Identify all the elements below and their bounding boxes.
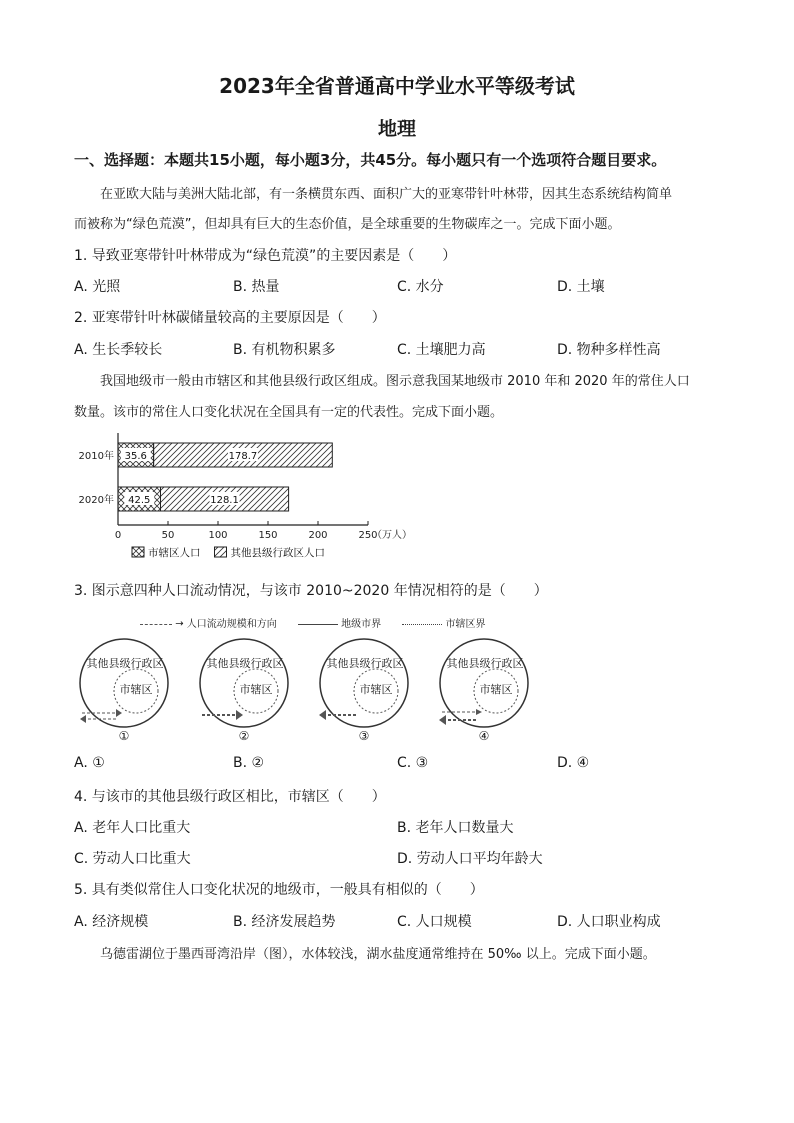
q5-option-c[interactable]: C. 人口规模 (397, 914, 472, 930)
q4-option-d[interactable]: D. 劳动人口平均年龄大 (397, 851, 543, 867)
question-2-stem: 2. 亚寒带针叶林碳储量较高的主要原因是（ ） (74, 310, 386, 326)
x-tick-label-1: 50 (161, 530, 175, 541)
q1-option-a[interactable]: A. 光照 (74, 279, 121, 295)
q5-option-a[interactable]: A. 经济规模 (74, 914, 149, 930)
population-bar-chart (70, 425, 412, 565)
q1-option-b[interactable]: B. 热量 (233, 279, 280, 295)
legend-city-border-label: 地级市界 (341, 619, 382, 630)
x-unit-label: （万人） (372, 530, 412, 541)
passage1-line1: 在亚欧大陆与美洲大陆北部，有一条横贯东西、面积广大的亚寒带针叶林带，因其生态系统结构简单 (100, 187, 673, 202)
q3-option-b[interactable]: B. ② (233, 755, 265, 771)
x-tick-label-3: 150 (258, 530, 278, 541)
diagram-4-outer-label: 其他县级行政区 (446, 657, 524, 670)
flow-diagram-4 (436, 635, 532, 745)
diagram-3-inner-label: 市辖区 (359, 683, 393, 696)
diagram-2-outer-label: 其他县级行政区 (206, 657, 284, 670)
diagram-2-number: ② (238, 729, 250, 743)
x-tick-label-2: 100 (208, 530, 228, 541)
category-label-1: 2020年 (78, 495, 114, 506)
diagram-3-outer-label: 其他县级行政区 (326, 657, 404, 670)
q4-option-b[interactable]: B. 老年人口数量大 (397, 820, 514, 836)
flow-diagram-1 (76, 635, 172, 745)
bar-value-label-0-0: 35.6 (124, 451, 147, 462)
flow-legend: → 人口流动规模和方向 地级市界 市辖区界 (140, 615, 486, 630)
q4-option-c[interactable]: C. 劳动人口比重大 (74, 851, 191, 867)
district-border-sample (402, 624, 442, 625)
question-5-stem: 5. 具有类似常住人口变化状况的地级市，一般具有相似的（ ） (74, 882, 484, 898)
diagram-4-number: ④ (478, 729, 490, 743)
legend-label-0: 市辖区人口 (148, 547, 201, 559)
flow-arrow-sample (140, 624, 172, 625)
section-heading: 一、选择题：本题共15小题，每小题3分，共45分。每小题只有一个选项符合题目要求。 (74, 151, 667, 169)
question-3-stem: 3. 图示意四种人口流动情况，与该市 2010~2020 年情况相符的是（ ） (74, 583, 548, 599)
bar-value-label-1-0: 42.5 (128, 495, 151, 506)
diagram-1-outer-label: 其他县级行政区 (86, 657, 164, 670)
x-tick-label-5: 250 (358, 530, 378, 541)
passage2-line2: 数量。该市的常住人口变化状况在全国具有一定的代表性。完成下面小题。 (74, 405, 504, 420)
diagram-2-inner-label: 市辖区 (239, 683, 273, 696)
passage3-line1: 乌德雷湖位于墨西哥湾沿岸（图），水体较浅，湖水盐度通常维持在 50‰ 以上。完成下面小题。 (100, 947, 656, 962)
q2-option-b[interactable]: B. 有机物积累多 (233, 342, 336, 358)
q2-option-a[interactable]: A. 生长季较长 (74, 342, 163, 358)
q3-option-a[interactable]: A. ① (74, 755, 105, 771)
legend-flow-label: 人口流动规模和方向 (186, 619, 277, 630)
subject-title: 地理 (377, 118, 416, 140)
flow-diagram-2 (196, 635, 292, 745)
x-tick-label-4: 200 (308, 530, 328, 541)
passage1-line2: 而被称为“绿色荒漠”，但却具有巨大的生态价值，是全球重要的生物碳库之一。完成下面小题。 (74, 217, 621, 232)
city-border-sample (298, 624, 338, 625)
bar-value-label-0-1: 178.7 (228, 451, 258, 462)
diagram-3-number: ③ (358, 729, 370, 743)
q5-option-b[interactable]: B. 经济发展趋势 (233, 914, 336, 930)
question-4-stem: 4. 与该市的其他县级行政区相比，市辖区（ ） (74, 789, 386, 805)
legend-swatch-1 (215, 547, 227, 557)
q1-option-c[interactable]: C. 水分 (397, 279, 444, 295)
diagram-4-inner-label: 市辖区 (479, 683, 513, 696)
q1-option-d[interactable]: D. 土壤 (557, 279, 605, 295)
exam-title: 2023年全省普通高中学业水平等级考试 (219, 74, 575, 98)
bar-value-label-1-1: 128.1 (210, 495, 239, 506)
category-label-0: 2010年 (78, 451, 114, 462)
q4-option-a[interactable]: A. 老年人口比重大 (74, 820, 191, 836)
legend-label-1: 其他县级行政区人口 (230, 547, 325, 559)
q3-option-c[interactable]: C. ③ (397, 755, 429, 771)
q2-option-c[interactable]: C. 土壤肥力高 (397, 342, 486, 358)
legend-district-border-label: 市辖区界 (445, 619, 486, 630)
legend-swatch-0 (132, 547, 144, 557)
diagram-1-inner-label: 市辖区 (119, 683, 153, 696)
flow-diagram-3 (316, 635, 412, 745)
question-1-stem: 1. 导致亚寒带针叶林带成为“绿色荒漠”的主要因素是（ ） (74, 248, 457, 264)
passage2-line1: 我国地级市一般由市辖区和其他县级行政区组成。图示意我国某地级市 2010 年和 2020 年的常住人口 (100, 374, 690, 389)
q3-option-d[interactable]: D. ④ (557, 755, 590, 771)
diagram-1-number: ① (118, 729, 130, 743)
q5-option-d[interactable]: D. 人口职业构成 (557, 914, 661, 930)
q2-option-d[interactable]: D. 物种多样性高 (557, 342, 661, 358)
x-tick-label-0: 0 (114, 530, 122, 541)
